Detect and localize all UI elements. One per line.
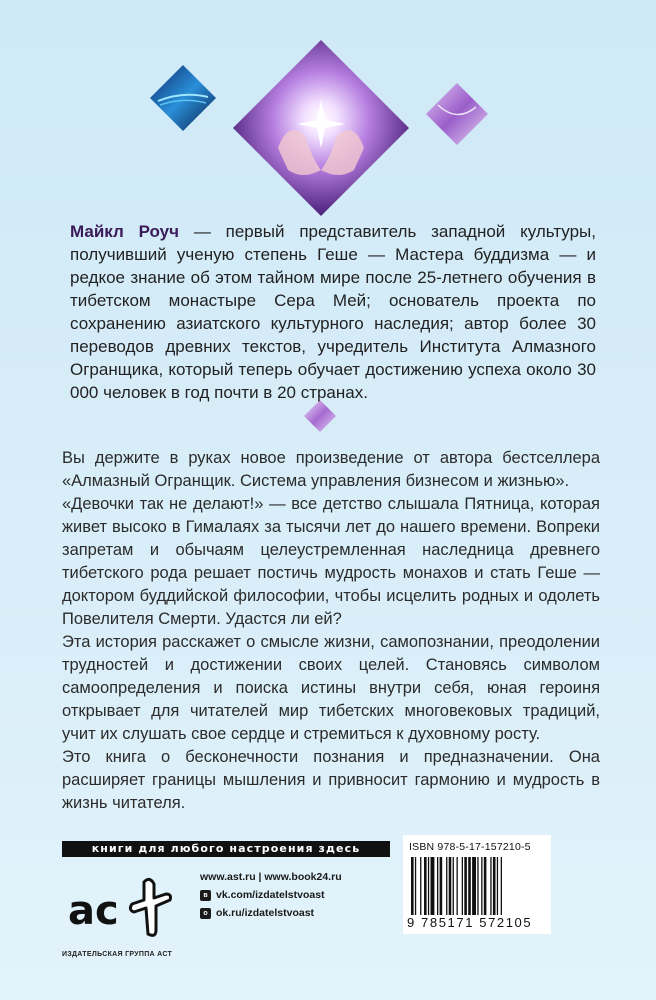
purple-waves-diamond: [426, 83, 488, 145]
svg-text:ac: ac: [68, 888, 119, 934]
description-paragraph: Вы держите в руках новое произведение от автора бестселлера «Алмазный Огранщик. Система управления бизнесом и жизнью».: [62, 449, 600, 490]
ok-icon: о: [200, 908, 211, 919]
book-description: [62, 447, 600, 815]
isbn-label: ISBN 978-5-17-157210-5: [409, 841, 531, 853]
vk-icon: в: [200, 890, 211, 901]
blue-light-diamond: [150, 65, 216, 131]
ok-link[interactable]: ok.ru/izdatelstvoast: [216, 907, 315, 919]
tagline-bar: книги для любого настроения здесь: [62, 841, 390, 857]
barcode: [411, 857, 543, 915]
publisher-group-name: ИЗДАТЕЛЬСКАЯ ГРУППА АСТ: [62, 951, 173, 958]
hands-light-diamond: [233, 40, 409, 216]
publisher-links: [200, 868, 342, 922]
isbn-barcode-block: [403, 835, 551, 934]
websites-link[interactable]: www.ast.ru | www.book24.ru: [200, 871, 342, 883]
small-separator-diamond: [304, 400, 336, 432]
description-paragraph: «Девочки так не делают!» — все детство слышала Пятница, которая живет высоко в Гималаях за тысячи лет до нашего времени. Вопреки запретам и обычаям целеустремленная наследница древнего тибетского рода решает постичь мудрость монахов и стать Геше — доктором буддийской философии, чтобы исцелить родных и одолеть Повелителя Смерти. Удастся ли ей?: [62, 495, 600, 628]
ast-logo: [66, 862, 196, 942]
ok-row: [200, 904, 342, 922]
author-bio: [70, 220, 596, 404]
websites-row: [200, 868, 342, 886]
description-paragraph: Эта история расскажет о смысле жизни, самопознании, преодолении трудностей и достижении своих целей. Становясь символом самоопределения и поиска истины внутри себя, юная героиня открывает для читателей мир тибетских многовековых традиций, учит их слушать свое сердце и стремиться к духовному росту.: [62, 633, 600, 743]
vk-link[interactable]: vk.com/izdatelstvoast: [216, 889, 325, 901]
author-name: Майкл Роуч: [70, 222, 180, 241]
author-bio-text: — первый представитель западной культуры, получивший ученую степень Геше — Мастера буддизма — и редкое знание об этом тайном мире после 25-летнего обучения в тибетском монастыре Сера Мей; основатель проекта по сохранению азиатского культурного наследия; автор более 30 переводов древних текстов, учредитель Института Алмазного Огранщика, который теперь обучает достижению успеха около 30 000 человек в год почти в 20 странах.: [70, 222, 597, 402]
barcode-digits: 9 785171 572105: [407, 915, 533, 930]
vk-row: [200, 886, 342, 904]
description-paragraph: Это книга о бесконечности познания и предназначении. Она расширяет границы мышления и привносит гармонию и мудрость в жизнь читателя.: [62, 748, 600, 812]
